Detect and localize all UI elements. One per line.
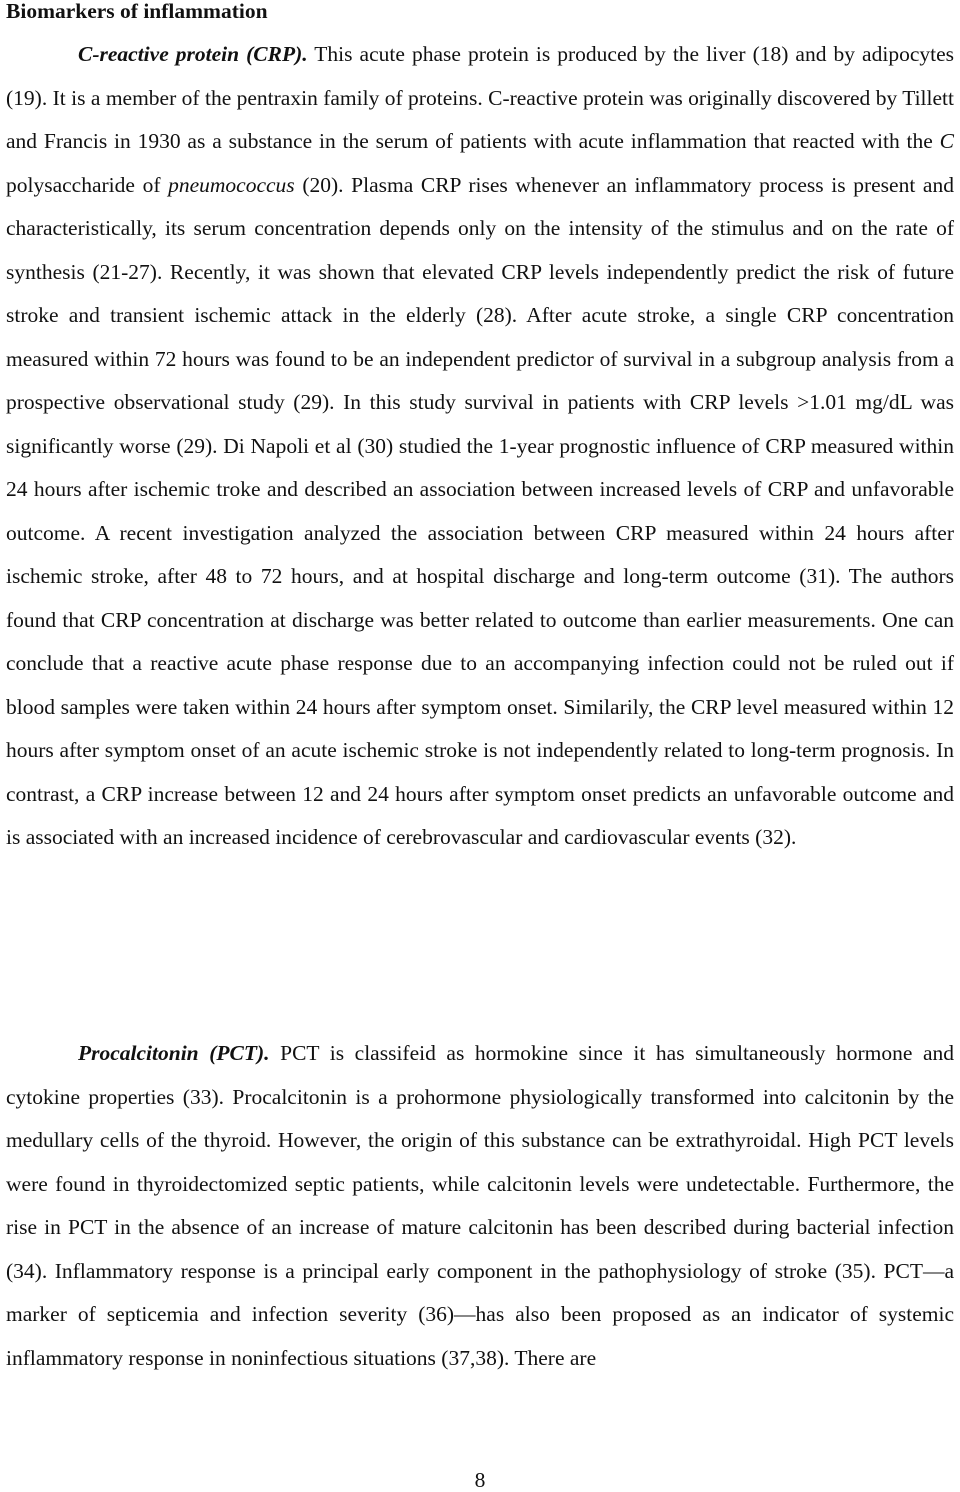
paragraph-pct [6,1032,954,1380]
runin-heading-crp: C-reactive protein (CRP). [78,42,308,66]
italic-term-c: C [939,129,954,153]
italic-term-pneumococcus: pneumococcus [168,172,295,197]
paragraph-text: (20). Plasma CRP rises whenever an inflammatory process is present and characteristically, its serum concentration depends only on the intensity of the stimulus and on the rate of synthesis (21-27). Recently, it was shown that elevated CRP levels independently predict the risk of future stroke and transient ischemic attack in the elderly (28). After acute stroke, a single CRP concentration measured within 72 hours was found to be an independent predictor of survival in a subgroup analysis from a prospective observational study (29). In this study survival in patients with CRP levels >1.01 mg/dL was significantly worse (29). Di Napoli et al (30) studied the 1-year prognostic influence of CRP measured within 24 hours after ischemic troke and described an association between increased levels of CRP and unfavorable outcome. A recent investigation analyzed the association between CRP measured within 24 hours after ischemic stroke, after 48 to 72 hours, and at hospital discharge and long-term outcome (31). The authors found that CRP concentration at discharge was better related to outcome than earlier measurements. One can conclude that a reactive acute phase response due to an accompanying infection could not be ruled out if blood samples were taken within 24 hours after symptom onset. Similarily, the CRP level measured within 12 hours after symptom onset of an acute ischemic stroke is not independently related to long-term prognosis. In contrast, a CRP increase between 12 and 24 hours after symptom onset predicts an unfavorable outcome and is associated with an increased incidence of cerebrovascular and cardiovascular events (32). [6,172,954,849]
section-heading: Biomarkers of inflammation [6,0,268,23]
runin-heading-pct: Procalcitonin (PCT). [78,1041,270,1065]
paragraph-text: polysaccharide of [6,172,169,197]
paragraph-crp [6,33,954,860]
paragraph-text: PCT is classifeid as hormokine since it has simultaneously hormone and cytokine properties (33). Procalcitonin is a prohormone physiologically transformed into calcitonin by the medullary cells of the thyroid. However, the origin of this substance can be extrathyroidal. High PCT levels were found in thyroidectomized septic patients, while calcitonin levels were undetectable. Furthermore, the rise in PCT in the absence of an increase of mature calcitonin has been described during bacterial infection (34). Inflammatory response is a principal early component in the pathophysiology of stroke (35). PCT—a marker of septicemia and infection severity (36)—has also been proposed as an indicator of systemic inflammatory response in noninfectious situations (37,38). There are [6,1041,954,1370]
page-number: 8 [474,1468,486,1492]
paragraph-text: This acute phase protein is produced by the liver (18) and by adipocytes (19). It is a member of the pentraxin family of proteins. C-reactive protein was originally discovered by Tillett and Francis in 1930 as a substance in the serum of patients with acute inflammation that reacted with the [6,42,954,153]
